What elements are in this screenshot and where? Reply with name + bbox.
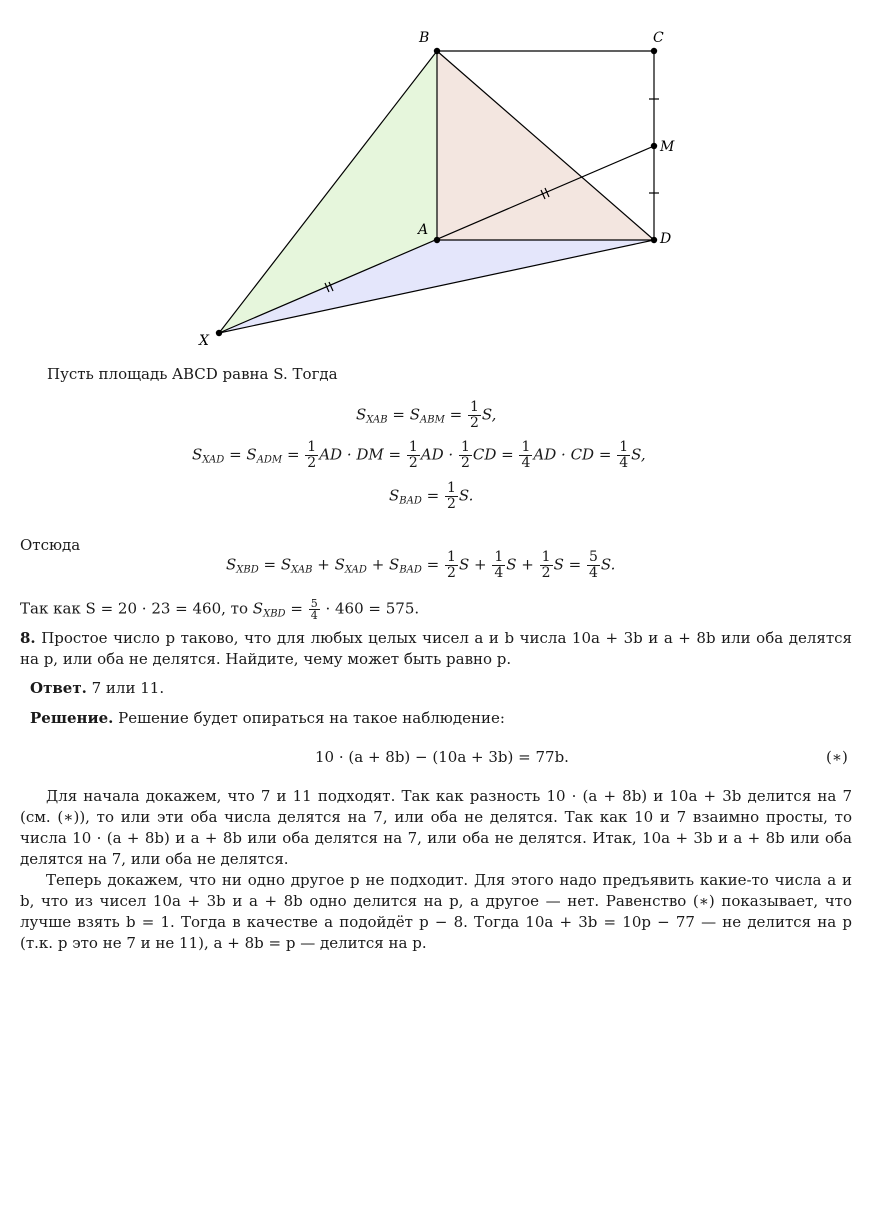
point-m — [651, 143, 657, 149]
since-line: Так как S = 20 · 23 = 460, то $S_{XBD}$ = $\frac{5}{4}$ · 460 = 575. — [20, 597, 420, 622]
label-c: C — [653, 30, 664, 46]
formula-sxad: $S_{XAD} = S_{ADM}$ = $\frac{1}{2}$ AD · DM = $\frac{1}{2}$ AD · $\frac{1}{2}$ CD = $\frac{1}{4}$ AD · CD = $\frac{1}{4}$ S, — [192, 439, 646, 471]
point-x — [216, 330, 222, 336]
problem-number: 8. — [20, 629, 36, 647]
solution-line: Решение. Решение будет опираться на такое наблюдение: — [30, 709, 505, 727]
point-b — [434, 48, 440, 54]
label-d: D — [660, 231, 672, 247]
formula-sxab: $S_{XAB} = S_{ABM}$ = $\frac{1}{2}$ S, — [356, 399, 497, 431]
formula-sxbd: $S_{XBD} = S_{XAB} + S_{XAD} + S_{BAD}$ = $\frac{1}{2}$ S + $\frac{1}{4}$ S + $\frac{1}{2}$ S = $\frac{5}{4}$ S. — [226, 549, 616, 581]
problem-8: 8. Простое число p таково, что для любых целых чисел a и b числа 10a + 3b и a + 8b или оба делятся на p, или оба не делятся. Найдите, чему может быть равно p. — [20, 629, 852, 668]
label-a: A — [418, 222, 429, 238]
label-b: B — [419, 30, 430, 46]
geometry-figure — [0, 0, 869, 360]
intro-line: Пусть площадь ABCD равна S. Тогда — [47, 365, 338, 383]
hence-line: Отсюда — [20, 536, 81, 554]
formula-sbad: $S_{BAD}$ = $\frac{1}{2}$ S. — [389, 480, 474, 512]
equation-star: 10 · (a + 8b) − (10a + 3b) = 77b. — [315, 748, 569, 766]
equation-star-tag: (∗) — [826, 748, 848, 766]
answer-line: Ответ. 7 или 11. — [30, 679, 165, 697]
paragraph-1: Для начала докажем, что 7 и 11 подходят. Так как разность 10 · (a + 8b) и 10a + 3b делится на 7 (см. (∗)), то или эти оба числа делятся на 7, или оба не делятся. Так как 10 и 7 взаимно просты, то числа 10 · (a + 8b) и a + 8b или оба делятся на 7, или оба не делятся. Итак, 10a + 3b и a + 8b или оба делятся на 7, или оба не делятся. — [20, 787, 852, 868]
label-m: M — [660, 139, 675, 155]
label-x: X — [199, 333, 209, 349]
point-d — [651, 237, 657, 243]
point-a — [434, 237, 440, 243]
point-c — [651, 48, 657, 54]
paragraph-2: Теперь докажем, что ни одно другое p не подходит. Для этого надо предъявить какие-то числа a и b, что из чисел 10a + 3b и a + 8b одно делится на p, а другое — нет. Равенство (∗) показывает, что лучше взять b = 1. Тогда в качестве a подойдёт p − 8. Тогда 10a + 3b = 10p − 77 — не делится на p (т.к. p это не 7 и не 11), a + 8b = p — делится на p. — [20, 871, 852, 952]
